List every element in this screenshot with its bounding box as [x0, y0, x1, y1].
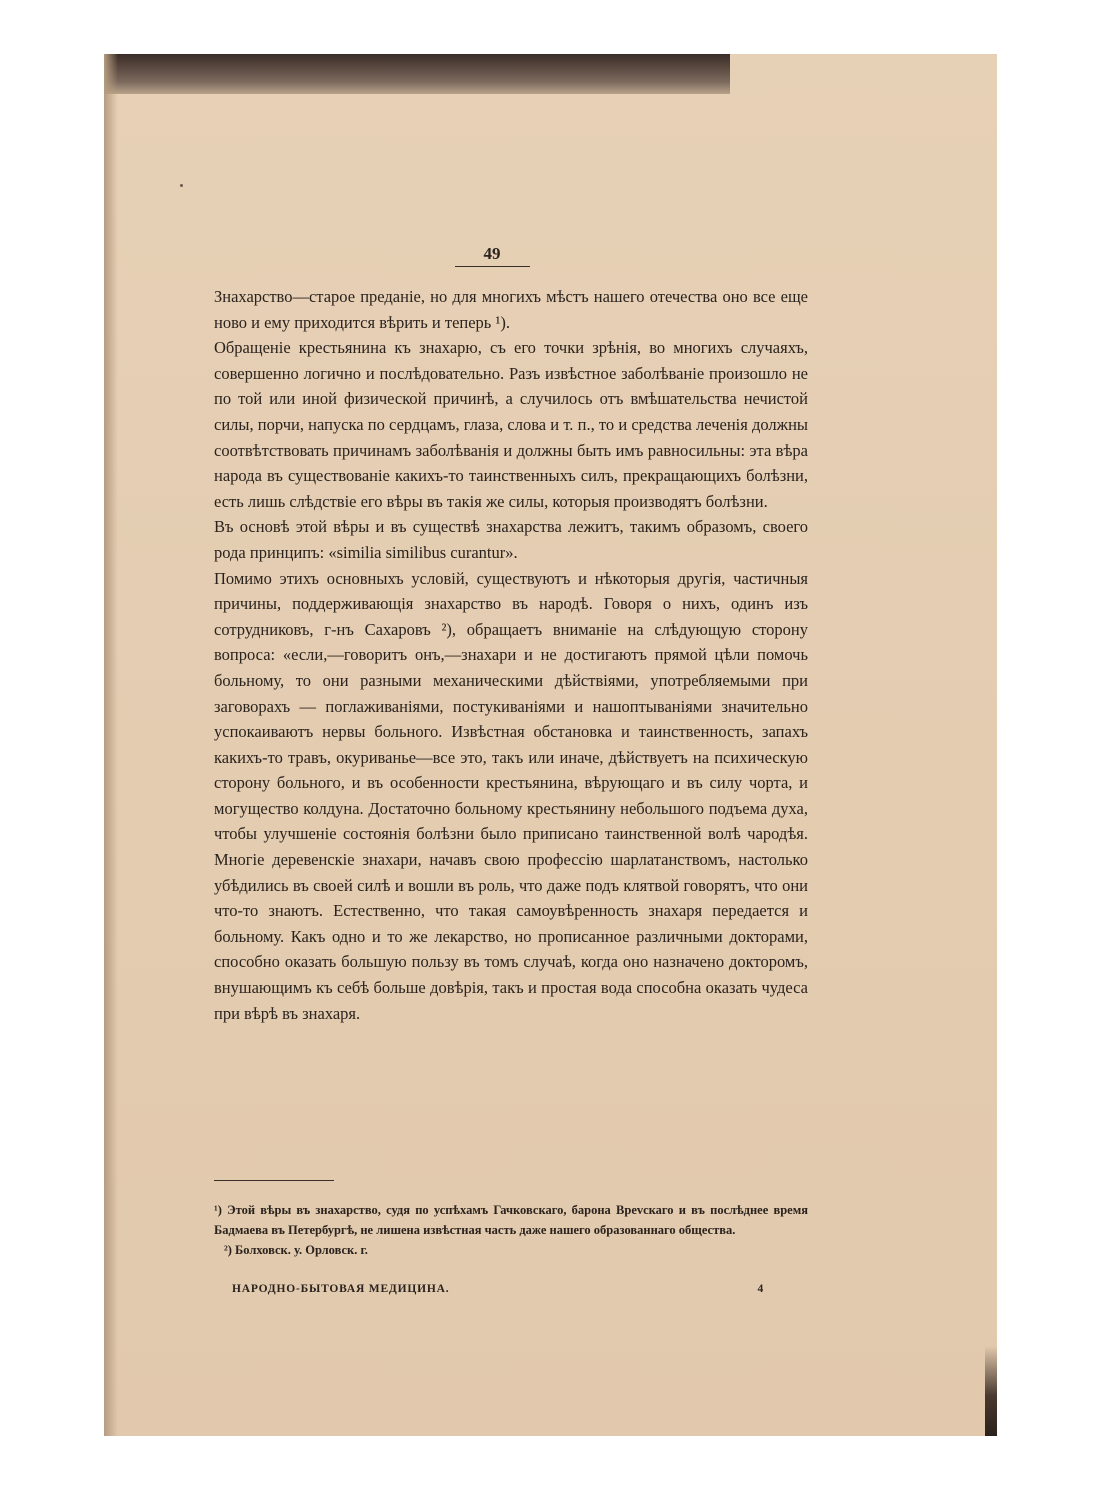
scan-shadow-right [985, 1346, 997, 1436]
footnote-1: ¹) Этой вѣры въ знахарство, судя по успѣхамъ Гачковскаго, барона Врevскаго и въ послѣднее время Бадмаева въ Петербургѣ, не лишена извѣстная часть даже нашего образованнаго общества. [214, 1203, 808, 1237]
scan-shadow-top [104, 54, 730, 94]
footer-title: НАРОДНО-БЫТОВАЯ МЕДИЦИНА. [232, 1283, 450, 1295]
header-rule [455, 266, 530, 267]
paragraph-4: Помимо этихъ основныхъ условій, существуютъ и нѣкоторыя другія, частичныя причины, поддерживающія знахарство въ народѣ. Говоря о нихъ, одинъ изъ сотрудниковъ, г-нъ Сахаровъ ²), обращаетъ вниманіе на слѣдующую сторону вопроса: «если,—говоритъ онъ,—знахари и не достигаютъ прямой цѣли помочь больному, то они разными механическими дѣйствіями, употребляемыми при заговорахъ — поглаживаніями, постукиваніями и нашоптываніями значительно успокаиваютъ нервы больного. Извѣстная обстановка и таинственность, запахъ какихъ-то травъ, окуриванье—все это, такъ или иначе, дѣйствуетъ на психическую сторону больного, и въ особенности крестьянина, вѣрующаго и въ силу чорта, и могущество колдуна. Достаточно больному крестьянину небольшого подъема духа, чтобы улучшеніе состоянія болѣзни было приписано таинственной волѣ чародѣя. Многіе деревенскіе знахари, начавъ свою профессію шарлатанствомъ, настолько убѣдились въ своей силѣ и вошли въ роль, что даже подъ клятвой говорятъ, что они что-то знаютъ. Естественно, что такая самоувѣренность знахаря передается и больному. Какъ одно и то же лекарство, но прописанное различными докторами, способно оказать большую пользу въ томъ случаѣ, когда оно назначено докторомъ, внушающимъ къ себѣ больше довѣрія, такъ и простая вода способна оказать чудеса при вѣрѣ въ знахаря. [214, 568, 808, 1023]
footnote-2: ²) Болховск. у. Орловск. г. [224, 1243, 368, 1257]
page-number: 49 [483, 244, 501, 263]
footnote-rule [214, 1180, 334, 1181]
signature-mark: 4 [757, 1283, 764, 1295]
paragraph-1: Знахарство—старое преданіе, но для многихъ мѣстъ нашего отечества оно все еще ново и ему приходится вѣрить и теперь ¹). [214, 287, 808, 332]
paragraph-3: Въ основѣ этой вѣры и въ существѣ знахарства лежитъ, такимъ образомъ, своего рода принципъ: «similia similibus curantur». [214, 517, 808, 562]
footnotes [214, 1200, 808, 1260]
body-text [214, 284, 808, 1026]
paragraph-2: Обращеніе крестьянина къ знахарю, съ его точки зрѣнія, во многихъ случаяхъ, совершенно логично и послѣдовательно. Разъ извѣстное заболѣваніе произошло не по той или иной физической причинѣ, а случилось отъ вмѣшательства нечистой силы, порчи, напуска по сердцамъ, глаза, слова и т. п., то и средства леченія должны соотвѣтствовать причинамъ заболѣванія и должны быть имъ равносильны: эта вѣра народа въ существованіе какихъ-то таинственныхъ силъ, прекращающихъ болѣзни, есть лишь слѣдствіе его вѣры въ такія же силы, которыя производятъ болѣзни. [214, 338, 808, 511]
speck-mark [180, 184, 183, 187]
scan-shadow-left [104, 54, 118, 1436]
